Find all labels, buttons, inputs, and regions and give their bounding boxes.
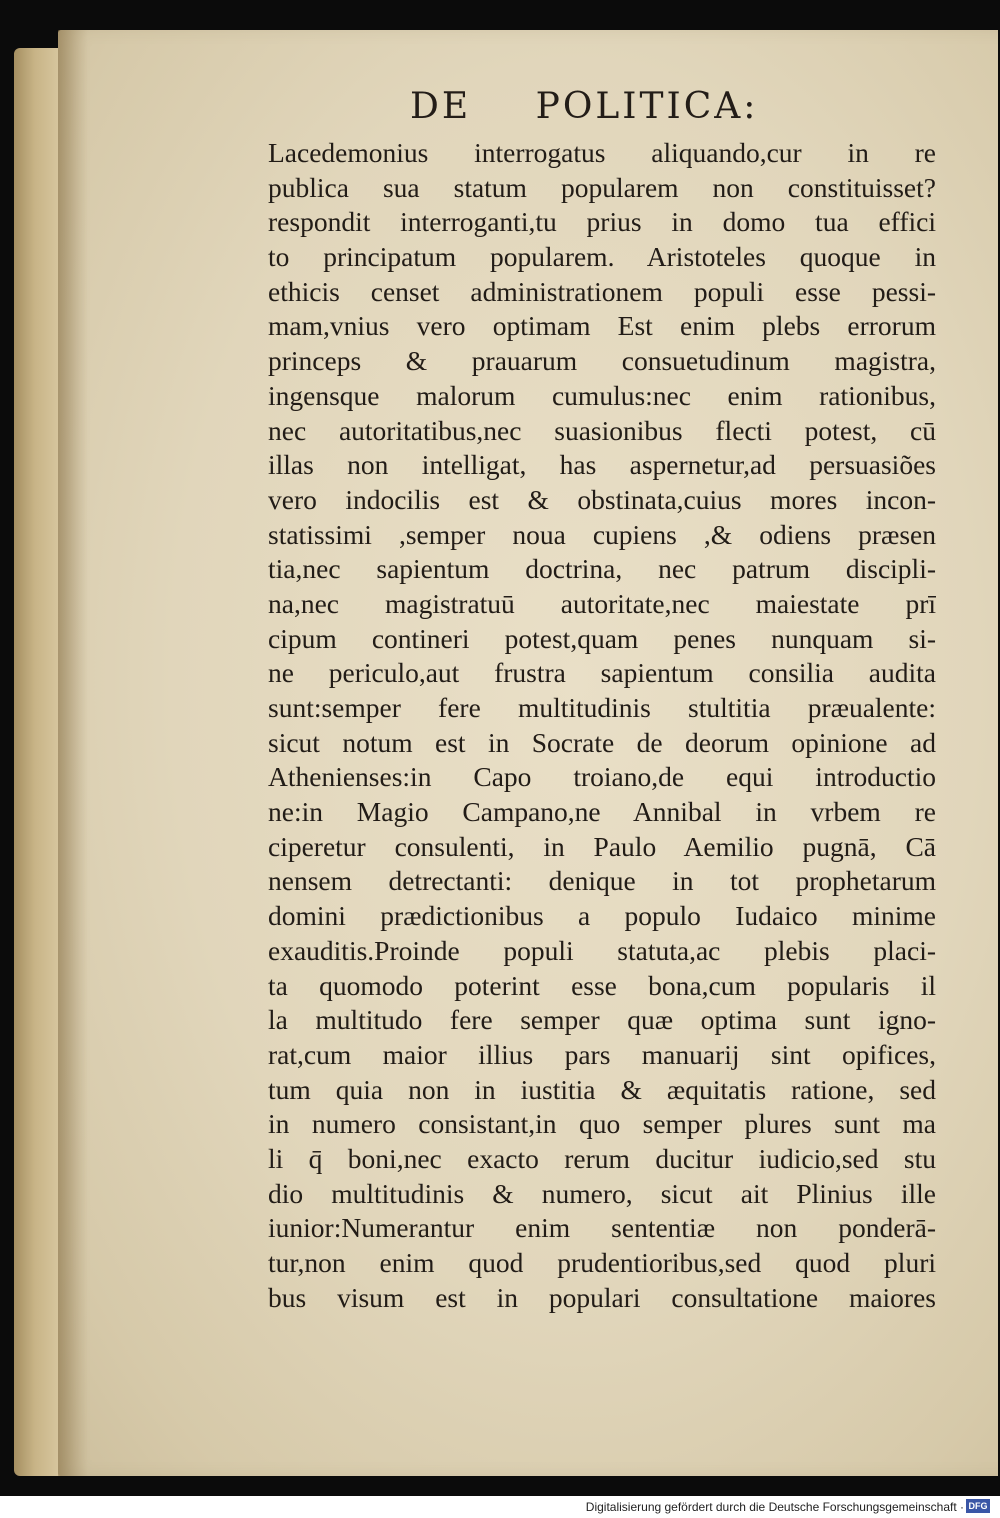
text-line: nensem detrectanti: denique in tot prophetarum xyxy=(268,865,936,897)
text-line: domini prædictionibus a populo Iudaico minime xyxy=(268,900,936,932)
text-line: tur,non enim quod prudentioribus,sed quod pluri xyxy=(268,1247,936,1278)
running-head-right: POLITICA: xyxy=(535,86,759,127)
text-line: to principatum popularem. Aristoteles quoque in xyxy=(268,241,936,273)
text-line: ne:in Magio Campano,ne Annibal in vrbem re xyxy=(268,796,936,828)
text-line: dio multitudinis & numero, sicut ait Plinius ille xyxy=(268,1177,936,1209)
text-line: publica sua statum popularem non constituisset? xyxy=(268,171,936,203)
running-head xyxy=(410,86,810,136)
spine-shadow xyxy=(58,30,88,1476)
funding-credit: Digitalisierung gefördert durch die Deutsche Forschungsgemeinschaft · xyxy=(585,1500,964,1514)
text-line: li q̄ boni,nec exacto rerum ducitur iudicio,sed stu xyxy=(268,1142,936,1174)
text-line: nec autoritatibus,nec suasionibus flecti potest, cū xyxy=(268,414,936,446)
text-line: sicut notum est in Socrate de deorum opinione ad xyxy=(268,726,936,758)
text-line: cipum contineri potest,quam penes nunquam si- xyxy=(268,622,936,654)
text-line: statissimi ,semper noua cupiens ,& odiens præsen xyxy=(268,518,936,550)
text-line: ethicis censet administrationem populi esse pessi- xyxy=(268,275,936,307)
text-line: princeps & prauarum consuetudinum magistra, xyxy=(268,345,936,377)
text-line: ingensque malorum cumulus:nec enim rationibus, xyxy=(268,379,936,411)
text-line: ta quomodo poterint esse bona,cum popularis il xyxy=(268,969,936,1001)
text-block xyxy=(268,136,936,1315)
text-line: ciperetur consulenti, in Paulo Aemilio pugnā, Cā xyxy=(268,830,936,862)
text-line: bus visum est in populari consultatione maiores xyxy=(268,1281,936,1313)
text-line: mam,vnius vero optimam Est enim plebs errorum xyxy=(268,310,936,342)
text-line: vero indocilis est & obstinata,cuius mores incon- xyxy=(268,483,936,515)
text-line: Athenienses:in Capo troiano,de equi introductio xyxy=(268,761,936,793)
text-line: respondit interroganti,tu prius in domo tua effici xyxy=(268,206,936,238)
text-line: ne periculo,aut frustra sapientum consilia audita xyxy=(268,657,936,689)
text-line: in numero consistant,in quo semper plures sunt ma xyxy=(268,1108,936,1140)
running-head-left: DE xyxy=(410,86,472,127)
text-line: rat,cum maior illius pars manuarij sint opifices, xyxy=(268,1038,936,1070)
text-line: illas non intelligat, has aspernetur,ad persuasiões xyxy=(268,449,936,481)
text-line: sunt:semper fere multitudinis stultitia præualente: xyxy=(268,692,936,723)
text-line: tia,nec sapientum doctrina, nec patrum discipli- xyxy=(268,553,936,585)
text-line: tum quia non in iustitia & æquitatis ratione, sed xyxy=(268,1073,936,1105)
dfg-logo-icon: DFG xyxy=(966,1499,990,1513)
text-line: iunior:Numerantur enim sententiæ non ponderā- xyxy=(268,1212,936,1244)
text-line: Lacedemonius interrogatus aliquando,cur in re xyxy=(268,137,936,168)
text-line: na,nec magistratuū autoritate,nec maiestate prī xyxy=(268,587,936,619)
text-line: la multitudo fere semper quæ optima sunt igno- xyxy=(268,1004,936,1036)
text-line: exauditis.Proinde populi statuta,ac plebis placi- xyxy=(268,934,936,966)
